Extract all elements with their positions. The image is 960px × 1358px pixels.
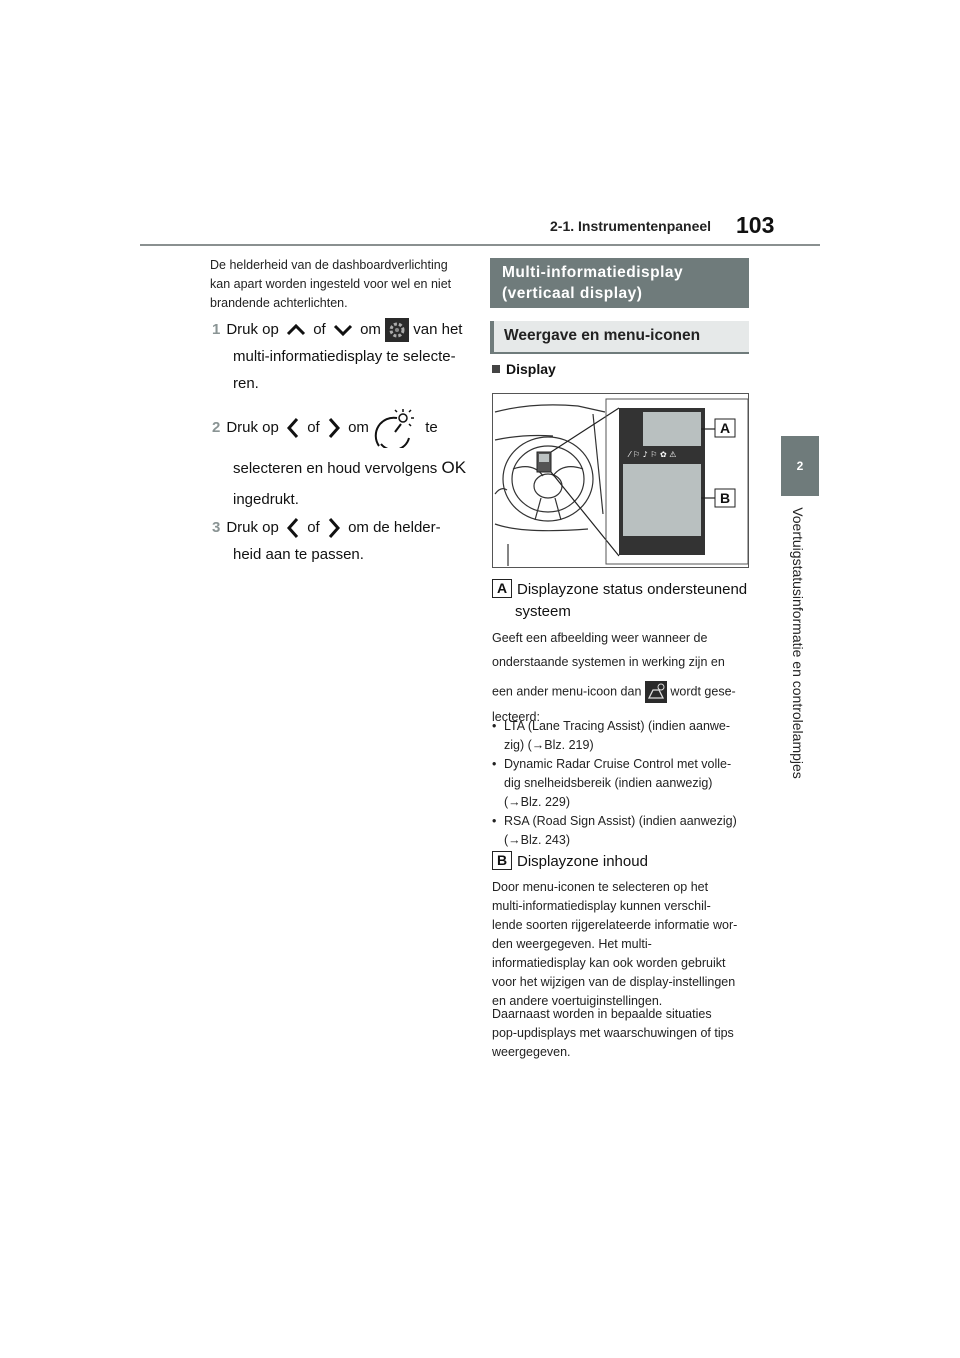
zone-a-letter: A [492,579,512,598]
chevron-left-icon [283,515,303,541]
header-rule [140,244,820,246]
chapter-number: 2 [796,459,804,473]
display-figure [492,393,749,568]
list-item: • Dynamic Radar Cruise Control met volle- dig snelheidsbereik (indien aanwezig) (→Blz. 229) [492,755,754,812]
figure-label-a: A [719,420,731,436]
chevron-right-icon [324,415,344,441]
supported-systems-list [492,717,754,850]
driving-assist-menu-icon [645,681,667,703]
sub-heading: Weergave en menu-iconen [490,321,749,354]
chevron-up-icon [283,322,309,338]
chapter-tab[interactable] [781,436,819,496]
zone-b-paragraph-2: Daarnaast worden in bepaalde situaties pop-updisplays met waarschuwingen of tips weergegeven. [492,1007,734,1059]
main-heading: Multi-informatiedisplay (verticaal display) [490,258,749,308]
list-item: • LTA (Lane Tracing Assist) (indien aanwe- zig) (→Blz. 219) [492,717,754,755]
display-subheading: Display [492,361,556,377]
square-bullet-icon [492,365,500,373]
chapter-side-title: Voertuigstatusinformatie en controlelampjes [790,507,806,779]
step-3: 3 Druk op of om de helder- heid aan te passen. [212,514,472,568]
zone-b-title: B Displayzone inhoud [492,851,648,870]
intro-paragraph: De helderheid van de dashboardverlichting kan apart worden ingesteld voor wel en niet brandende achterlichten. [210,258,452,310]
zone-a-title: A Displayzone status ondersteunend systeem [492,579,747,623]
page-number: 103 [736,212,775,238]
zone-b-paragraph-1: Door menu-iconen te selecteren op het multi-informatiedisplay kunnen verschil- lende soorten rijgerelateerde informatie wor- den weergegeven. Het multi- informatiedisplay kan ook worden gebruikt voor het wijzigen van de display-instellingen en andere voertuiginstellingen. [492,880,738,1008]
chevron-right-icon [324,515,344,541]
svg-text:⁄ ⚐ ♪ ⚐ ✿ ⚠: ⁄ ⚐ ♪ ⚐ ✿ ⚠ [629,450,677,459]
chevron-down-icon [330,322,356,338]
zone-a-description: Geeft een afbeelding weer wanneer de onderstaande systemen in werking zijn en een ander menu-icoon dan wordt gese- lecteerd: [492,631,736,724]
ok-icon: OK [441,458,467,477]
section-title: 2-1. Instrumentenpaneel [550,218,712,234]
chevron-left-icon [283,415,303,441]
step-2: 2 Druk op of om te selecteren en houd vervolgens OK ingedrukt. [212,408,472,513]
zone-b-letter: B [492,851,512,870]
settings-gear-icon [385,318,409,342]
step-1: 1 Druk op of om van het multi-informatiedisplay te selecte- ren. [212,316,472,397]
list-item: • RSA (Road Sign Assist) (indien aanwezig) (→Blz. 243) [492,812,754,850]
figure-label-b: B [719,490,731,506]
brightness-dial-icon [373,408,421,448]
dashboard-illustration [493,394,748,567]
